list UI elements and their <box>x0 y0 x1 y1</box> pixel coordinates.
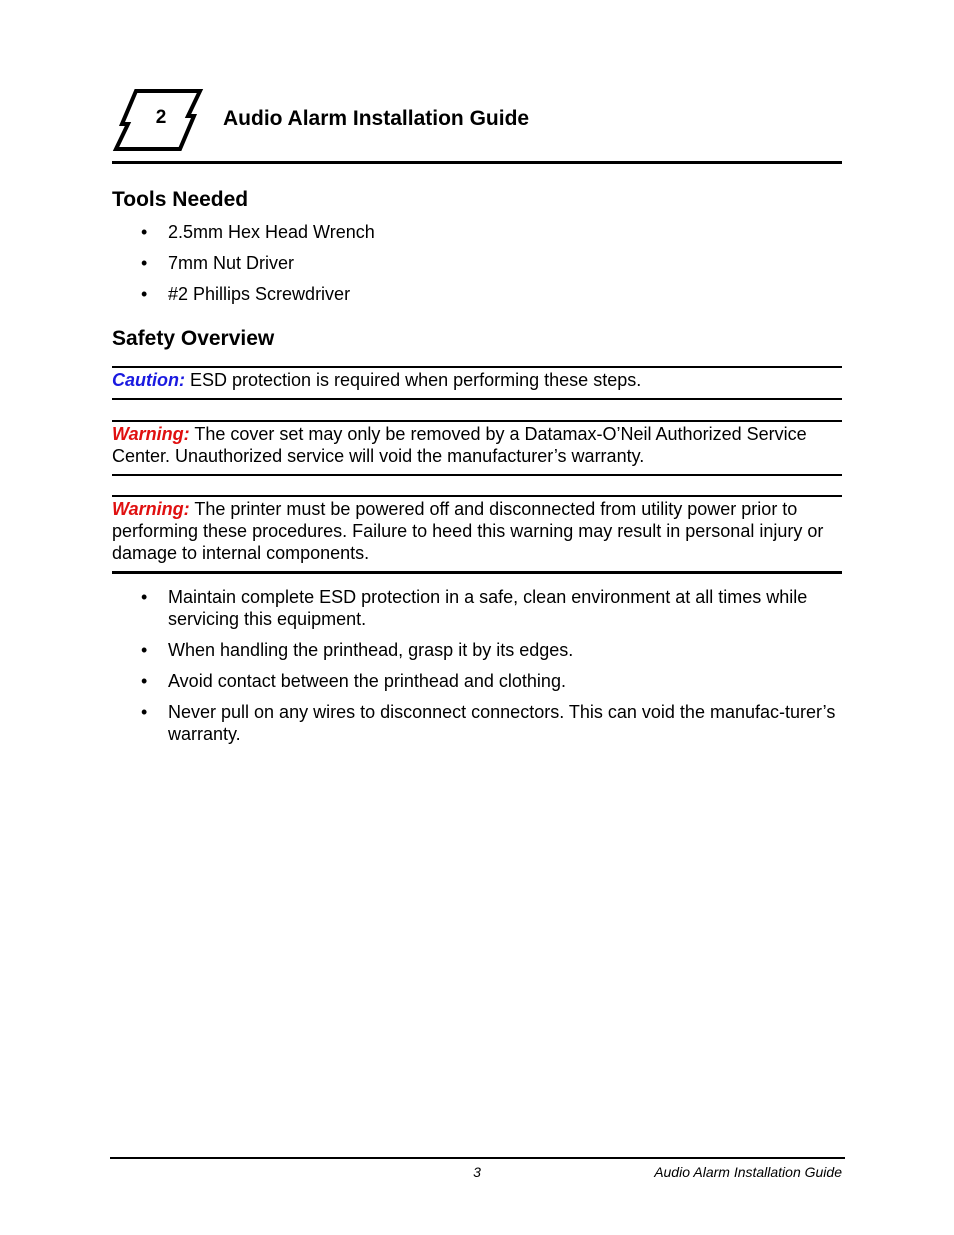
caution-text: ESD protection is required when performing these steps. <box>184 370 642 390</box>
safety-heading: Safety Overview <box>112 327 275 350</box>
caution-top-rule <box>112 366 842 368</box>
list-item: • #2 Phillips Screwdriver <box>112 283 842 305</box>
warning-notice-cover <box>112 423 842 467</box>
tools-list <box>112 221 842 314</box>
list-item: • 7mm Nut Driver <box>112 252 842 274</box>
warning-2-bottom-rule <box>112 571 842 574</box>
warning-1-top-rule <box>112 420 842 422</box>
chapter-title: Audio Alarm Installation Guide <box>223 107 530 130</box>
caution-label: Caution: <box>112 370 185 390</box>
header-divider <box>112 161 842 164</box>
chapter-number: 2 <box>155 107 167 128</box>
warning-notice-power <box>112 498 842 564</box>
warning-label: Warning: <box>112 424 190 444</box>
list-item: • Avoid contact between the printhead and clothing. <box>112 670 842 692</box>
warning-1-bottom-rule <box>112 474 842 476</box>
warning-2-top-rule <box>112 495 842 497</box>
caution-notice <box>112 369 842 391</box>
list-item: • When handling the printhead, grasp it by its edges. <box>112 639 842 661</box>
list-item: • 2.5mm Hex Head Wrench <box>112 221 842 243</box>
list-item: • Maintain complete ESD protection in a safe, clean environment at all times while servicing this equipment. <box>112 586 842 630</box>
safety-list <box>112 586 842 754</box>
footer-divider <box>110 1157 845 1159</box>
footer-title: Audio Alarm Installation Guide <box>654 1164 842 1180</box>
list-item: • Never pull on any wires to disconnect connectors. This can void the manufac-turer’s warranty. <box>112 701 842 745</box>
warning-label: Warning: <box>112 499 190 519</box>
warning-text: The cover set may only be removed by a Datamax-O’Neil Authorized Service Center. Unauthorized service will void the manufacturer’s warranty. <box>112 424 807 466</box>
tools-heading: Tools Needed <box>112 188 249 211</box>
page-number: 3 <box>473 1164 481 1180</box>
caution-bottom-rule <box>112 398 842 400</box>
warning-text: The printer must be powered off and disconnected from utility power prior to performing these procedures. Failure to heed this warning may result in personal injury or damage to internal components. <box>112 499 824 563</box>
